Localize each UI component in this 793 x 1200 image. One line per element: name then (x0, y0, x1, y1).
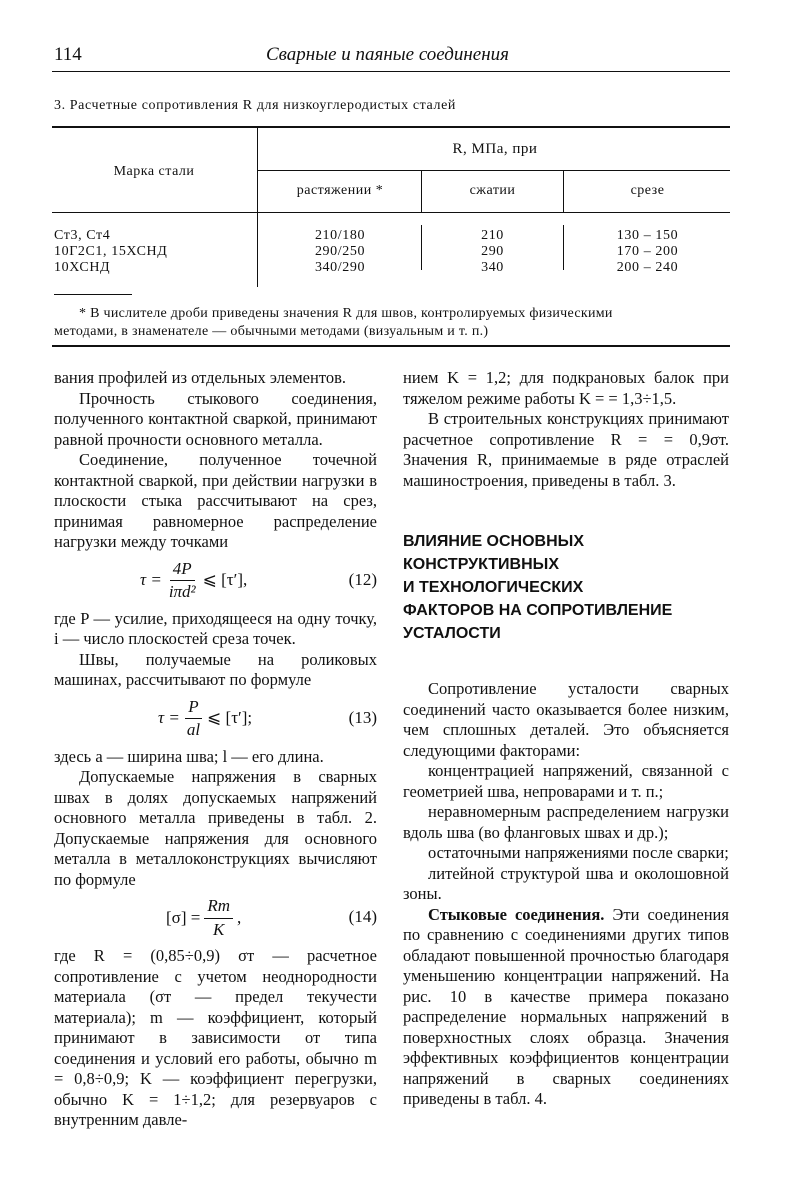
footnote-line: * В числителе дроби приведены значения R для швов, контролируемых физическими (79, 306, 613, 321)
right-column (403, 368, 729, 1110)
table-cell-steel-column (54, 228, 167, 276)
column-header-shear: срезе (630, 183, 665, 198)
paragraph-text: Эти соединения по сравнению с соединениями других типов обладают повышенной прочностью благодаря уменьшению концентрации напряжений. На рис. 10 в качестве примера показано распределение нормальных напряжений в поверхностных слоях образца. Значения эффективных коэффициентов концентрации напряжений в сварных соединениях приведены в табл. 4. (403, 904, 729, 1108)
table-cell-tension-column (260, 228, 420, 276)
formula-denominator: K (212, 919, 225, 939)
column-header-steel: Марка стали (113, 164, 195, 179)
paragraph: где R = (0,85÷0,9) σт — расчетное сопротивление с учетом неоднородности материала (σт — предел текучести материала); m — коэффициент, который принимают в зависимости от типа соединения и условий его работы, обычно m = 0,8÷0,9; K — коэффициент перегрузки, обычно K = 1÷1,2; для резервуаров с внутренним давле- (54, 946, 377, 1129)
table-cell: 290 (481, 244, 504, 259)
formula-rhs: , (237, 907, 242, 927)
table-cell: Ст3, Ст4 (54, 228, 111, 243)
table-cell: 170 – 200 (616, 244, 679, 259)
table-cell: 340/290 (314, 260, 366, 275)
paragraph: Соединение, полученное точечной контактной сваркой, при действии нагрузки в плоскости стыка рассчитывают на срез, принимая равномерное распределение нагрузки между точками (54, 450, 377, 551)
paragraph: где P — усилие, приходящееся на одну точку, i — число плоскостей среза точек. (54, 608, 377, 648)
heading-line: И ТЕХНОЛОГИЧЕСКИХ (403, 579, 584, 596)
table-cell: 210 (481, 228, 504, 243)
paragraph: здесь a — ширина шва; l — его длина. (54, 746, 324, 766)
section-heading (403, 530, 729, 645)
column-header-compression: сжатии (469, 183, 516, 198)
formula-number: (12) (348, 569, 377, 589)
table-cell: 290/250 (314, 244, 366, 259)
paragraph: Сопротивление усталости сварных соединений часто оказывается более низким, чем сплошных деталей. Это объясняется следующими факторами: (403, 679, 729, 760)
list-item: неравномерным распределением нагрузки вдоль шва (во фланговых швах и др.); (403, 802, 729, 842)
formula-fraction (184, 697, 203, 741)
running-title: Сварные и паяные соединения (266, 44, 509, 65)
list-item: литейной структурой шва и околошовной зоны. (403, 863, 729, 903)
table-cell-compression-column (423, 228, 562, 276)
formula-fraction (166, 559, 199, 603)
table-col-divider (563, 225, 564, 270)
paragraph (403, 905, 729, 1110)
formula-denominator: iπd² (168, 582, 196, 601)
formula-numerator: Rm (204, 896, 233, 919)
list-item: остаточными напряжениями после сварки; (428, 843, 729, 862)
formula-numerator: 4P (170, 559, 195, 582)
formula-number: (13) (348, 707, 377, 727)
table-cell-shear-column (565, 228, 730, 276)
formula-12 (54, 553, 377, 609)
formula-lhs: τ = (140, 570, 162, 590)
footnote-separator (54, 294, 132, 295)
paragraph: вания профилей из отдельных элементов. (54, 368, 346, 387)
list-item: концентрацией напряжений, связанной с геометрией шва, непроварами и т. п.; (403, 761, 729, 801)
heading-line: ВЛИЯНИЕ ОСНОВНЫХ (403, 533, 584, 550)
paragraph: Допускаемые напряжения в сварных швах в долях допускаемых напряжений основного металла приведены в табл. 2. Допускаемые напряжения для основного металла в металлоконструкциях вычисляют по формуле (54, 767, 377, 889)
formula-lhs: [σ] = (166, 907, 201, 927)
paragraph: нием K = 1,2; для подкрановых балок при тяжелом режиме работы K = = 1,3÷1,5. (403, 368, 729, 408)
table-title: 3. Расчетные сопротивления R для низкоуглеродистых сталей (54, 98, 456, 113)
table-header-bottom-rule (52, 212, 730, 213)
formula-denominator: al (186, 720, 201, 739)
formula-rhs: ⩽ [τ′], (202, 570, 248, 590)
paragraph: Прочность стыкового соединения, полученного контактной сваркой, принимают равной прочности основного металла. (54, 388, 377, 449)
page-number: 114 (54, 44, 82, 65)
heading-line: УСТАЛОСТИ (403, 625, 501, 642)
table-col-divider (563, 171, 564, 212)
column-header-tension: растяжении * (296, 183, 384, 198)
footnote-bottom-rule (52, 345, 730, 347)
table-col-divider (421, 225, 422, 270)
formula-rhs: ⩽ [τ′]; (207, 708, 253, 728)
table-col-divider (257, 127, 258, 287)
formula-numerator: P (185, 697, 201, 720)
paragraph: Швы, получаемые на роликовых машинах, рассчитывают по формуле (54, 649, 377, 689)
formula-number: (14) (348, 907, 377, 926)
table-cell: 340 (481, 260, 504, 275)
heading-line: ФАКТОРОВ НА СОПРОТИВЛЕНИЕ (403, 602, 673, 619)
table-col-divider (421, 171, 422, 212)
formula-14 (54, 890, 377, 946)
formula-lhs: τ = (158, 708, 180, 728)
table-cell: 10Г2С1, 15ХСНД (54, 244, 168, 259)
formula-13 (54, 691, 377, 747)
table-cell: 210/180 (314, 228, 366, 243)
table-footnote (54, 305, 730, 341)
table-header-divider (258, 170, 730, 171)
table-cell: 10ХСНД (54, 260, 111, 275)
column-header-r-group: R, МПа, при (452, 141, 538, 157)
table-cell: 130 – 150 (616, 228, 679, 243)
table-top-rule (52, 126, 730, 128)
table-cell: 200 – 240 (616, 260, 679, 275)
footnote-line: методами, в знаменателе — обычными методами (визуальным и т. п.) (54, 324, 489, 339)
heading-line: КОНСТРУКТИВНЫХ (403, 556, 559, 573)
paragraph: В строительных конструкциях принимают расчетное сопротивление R = = 0,9σт. Значения R, принимаемые в ряде отраслей машиностроения, приведены в табл. 3. (403, 409, 729, 490)
left-column (54, 368, 377, 1131)
run-in-heading: Стыковые соединения. (428, 904, 605, 924)
formula-fraction (204, 896, 233, 940)
header-rule (52, 71, 730, 72)
